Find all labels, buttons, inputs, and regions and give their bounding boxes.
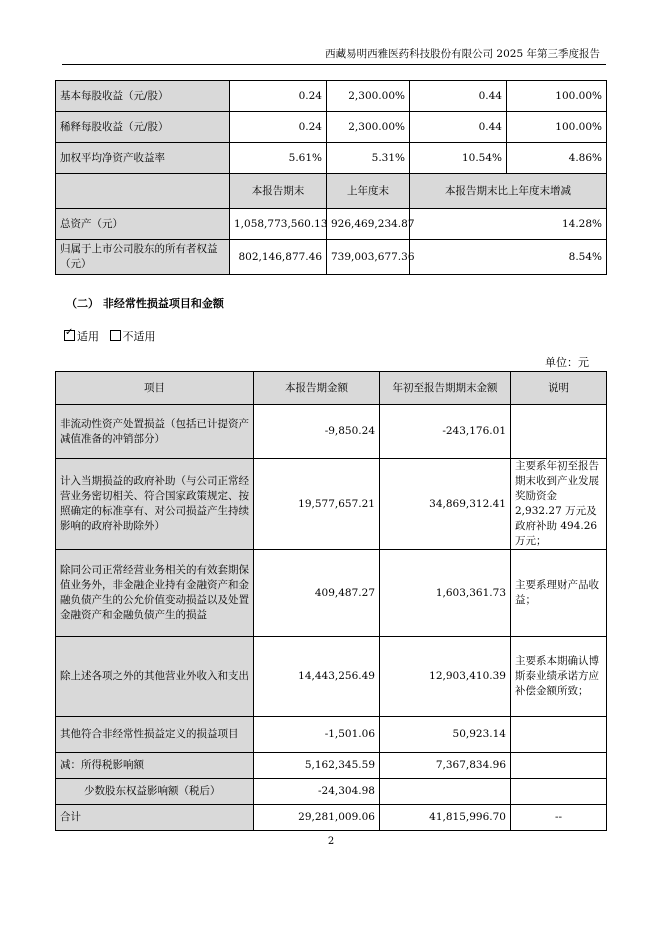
cell-value: 100.00% [507, 112, 607, 143]
current-cell: -24,304.98 [254, 779, 380, 805]
cell-value: 14.28% [410, 209, 607, 240]
item-cell: 其他符合非经常性损益定义的损益项目 [56, 717, 254, 753]
page-number: 2 [327, 836, 335, 847]
ytd-cell: 41,815,996.70 [380, 805, 511, 831]
cell-value: 8.54% [410, 240, 607, 275]
current-cell: -1,501.06 [254, 717, 380, 753]
current-cell: 29,281,009.06 [254, 805, 380, 831]
applicability-options [64, 328, 156, 344]
column-header: 年初至报告期期末金额 [380, 372, 511, 405]
table-subheader-row [56, 174, 607, 209]
cell-value: 0.24 [230, 81, 327, 112]
cell-value: 2,300.00% [327, 81, 410, 112]
table-row [56, 550, 607, 637]
item-cell: 非流动性资产处置损益（包括已计提资产减值准备的冲销部分） [56, 405, 254, 459]
table-row [56, 637, 607, 717]
cell-value: 100.00% [507, 81, 607, 112]
ytd-cell: 7,367,834.96 [380, 753, 511, 779]
table-row [56, 717, 607, 753]
ytd-cell: 12,903,410.39 [380, 637, 511, 717]
table-row [56, 779, 607, 805]
item-cell: 减：所得税影响额 [56, 753, 254, 779]
ytd-cell [380, 779, 511, 805]
row-label: 稀释每股收益（元/股） [56, 112, 230, 143]
note-cell: 主要系年初至报告期末收到产业发展奖励资金 2,932.27 万元及政府补助 494.26 万元； [511, 459, 607, 550]
cell-value: 5.61% [230, 143, 327, 174]
section-title: （二） 非经常性损益项目和金额 [66, 297, 224, 310]
cell-value: 4.86% [507, 143, 607, 174]
blank-header-cell [56, 174, 230, 209]
column-header: 项目 [56, 372, 254, 405]
table-row [56, 143, 607, 174]
cell-value: 5.31% [327, 143, 410, 174]
note-cell [511, 753, 607, 779]
current-cell: -9,850.24 [254, 405, 380, 459]
table-header-row [56, 372, 607, 405]
cell-value: 926,469,234.87 [327, 209, 410, 240]
ytd-cell: 1,603,361.73 [380, 550, 511, 637]
unit-label: 单位：元 [545, 356, 589, 369]
column-header: 本报告期金额 [254, 372, 380, 405]
header-divider [62, 64, 606, 65]
item-cell: 除上述各项之外的其他营业外收入和支出 [56, 637, 254, 717]
table-row [56, 112, 607, 143]
item-cell: 少数股东权益影响额（税后） [56, 779, 254, 805]
row-label: 总资产（元） [56, 209, 230, 240]
cell-value: 0.44 [410, 112, 507, 143]
item-cell: 合计 [56, 805, 254, 831]
financial-indicators-table [55, 80, 607, 275]
row-label: 加权平均净资产收益率 [56, 143, 230, 174]
applicable-label: 适用 [77, 330, 99, 343]
cell-value: 2,300.00% [327, 112, 410, 143]
table-row [56, 209, 607, 240]
cell-value: 0.44 [410, 81, 507, 112]
current-cell: 14,443,256.49 [254, 637, 380, 717]
table-row [56, 459, 607, 550]
table-total-row [56, 805, 607, 831]
ytd-cell: -243,176.01 [380, 405, 511, 459]
cell-value: 1,058,773,560.13 [230, 209, 327, 240]
column-header: 说明 [511, 372, 607, 405]
table-row [56, 240, 607, 275]
cell-value: 10.54% [410, 143, 507, 174]
checked-box-icon [64, 330, 75, 341]
table-row [56, 81, 607, 112]
cell-value: 739,003,677.36 [327, 240, 410, 275]
table-row [56, 753, 607, 779]
current-cell: 19,577,657.21 [254, 459, 380, 550]
row-label: 基本每股收益（元/股） [56, 81, 230, 112]
ytd-cell: 50,923.14 [380, 717, 511, 753]
note-cell [511, 717, 607, 753]
column-header: 上年度末 [327, 174, 410, 209]
row-label: 归属于上市公司股东的所有者权益（元） [56, 240, 230, 275]
note-cell: 主要系本期确认博斯泰业绩承诺方应补偿金额所致； [511, 637, 607, 717]
note-cell [511, 405, 607, 459]
note-cell: 主要系理财产品收益； [511, 550, 607, 637]
non-recurring-items-table [55, 371, 607, 831]
report-header-title: 西藏易明西雅医药科技股份有限公司 2025 年第三季度报告 [325, 48, 600, 60]
note-cell [511, 779, 607, 805]
cell-value: 802,146,877.46 [230, 240, 327, 275]
column-header: 本报告期末比上年度末增减 [410, 174, 607, 209]
note-cell: -- [511, 805, 607, 831]
current-cell: 409,487.27 [254, 550, 380, 637]
table-row [56, 405, 607, 459]
item-cell: 除同公司正常经营业务相关的有效套期保值业务外，非金融企业持有金融资产和金融负债产生的公允价值变动损益以及处置金融资产和金融负债产生的损益 [56, 550, 254, 637]
not-applicable-label: 不适用 [122, 330, 156, 343]
current-cell: 5,162,345.59 [254, 753, 380, 779]
unchecked-box-icon [110, 330, 121, 341]
cell-value: 0.24 [230, 112, 327, 143]
ytd-cell: 34,869,312.41 [380, 459, 511, 550]
column-header: 本报告期末 [230, 174, 327, 209]
item-cell: 计入当期损益的政府补助（与公司正常经营业务密切相关、符合国家政策规定、按照确定的标准享有、对公司损益产生持续影响的政府补助除外） [56, 459, 254, 550]
